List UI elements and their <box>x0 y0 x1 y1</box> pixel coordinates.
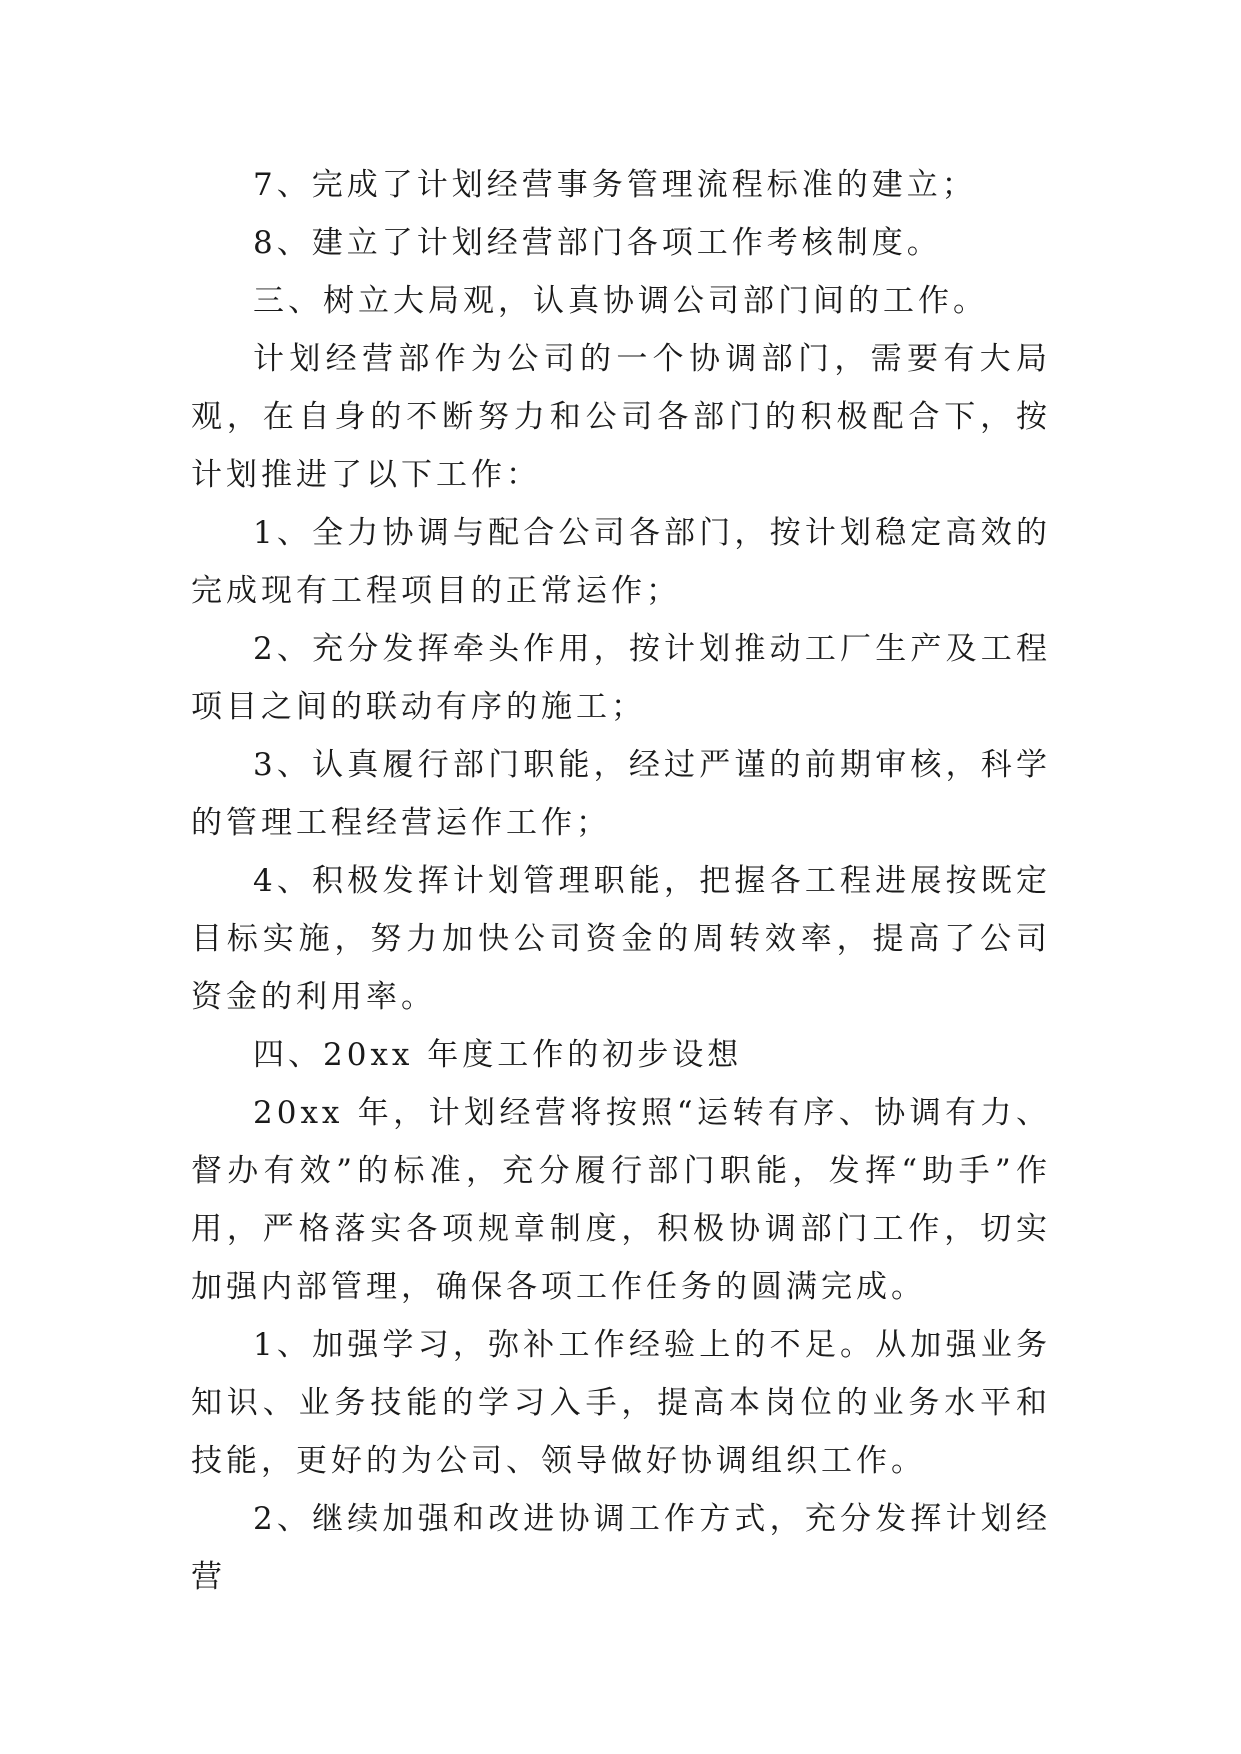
paragraph-plan-intro: 20xx 年，计划经营将按照“运转有序、协调有力、督办有效”的标准，充分履行部门职能，发挥“助手”作用，严格落实各项规章制度，积极协调部门工作，切实加强内部管理，确保各项工作任务的圆满完成。 <box>191 1095 1051 1305</box>
paragraph-plan-item-2: 2、继续加强和改进协调工作方式，充分发挥计划经营 <box>191 1501 1051 1595</box>
paragraph-item-2: 2、充分发挥牵头作用，按计划推动工厂生产及工程项目之间的联动有序的施工； <box>191 631 1051 725</box>
section-heading-4: 四、20xx 年度工作的初步设想 <box>253 1037 743 1073</box>
paragraph-item-8: 8、建立了计划经营部门各项工作考核制度。 <box>253 225 942 261</box>
paragraph-plan-item-1: 1、加强学习，弥补工作经验上的不足。从加强业务知识、业务技能的学习入手，提高本岗位的业务水平和技能，更好的为公司、领导做好协调组织工作。 <box>191 1327 1051 1479</box>
paragraph-item-1: 1、全力协调与配合公司各部门，按计划稳定高效的完成现有工程项目的正常运作； <box>191 515 1051 609</box>
paragraph-item-3: 3、认真履行部门职能，经过严谨的前期审核，科学的管理工程经营运作工作； <box>191 747 1051 841</box>
paragraph-item-4: 4、积极发挥计划管理职能，把握各工程进展按既定目标实施，努力加快公司资金的周转效率，提高了公司资金的利用率。 <box>191 863 1051 1015</box>
paragraph-intro: 计划经营部作为公司的一个协调部门，需要有大局观，在自身的不断努力和公司各部门的积极配合下，按计划推进了以下工作： <box>191 341 1051 493</box>
document-body <box>191 156 1051 1606</box>
paragraph-item-7: 7、完成了计划经营事务管理流程标准的建立； <box>253 167 977 203</box>
section-heading-3: 三、树立大局观，认真协调公司部门间的工作。 <box>253 283 988 319</box>
